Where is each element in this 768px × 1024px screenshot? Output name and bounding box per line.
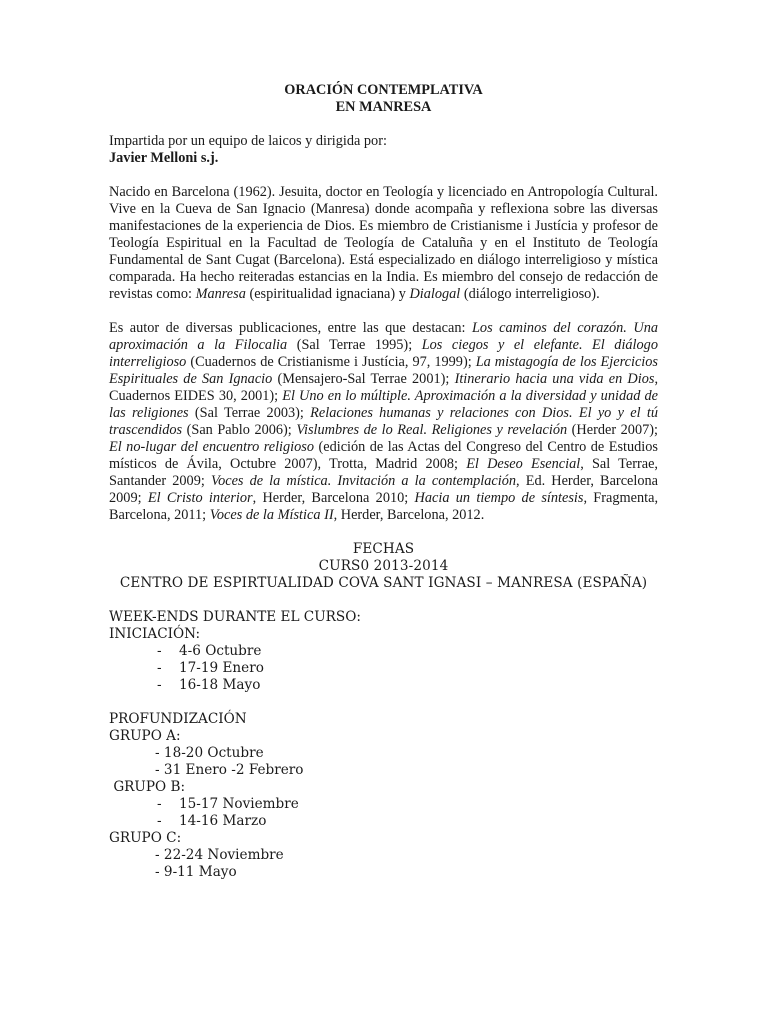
iniciacion-date-1: 4-6 Octubre bbox=[179, 643, 262, 659]
publication-title: El no-lugar del encuentro religioso bbox=[109, 439, 314, 455]
list-item bbox=[109, 643, 658, 660]
dates-heading: FECHAS bbox=[352, 541, 415, 557]
course-year: CURS0 2013-2014 bbox=[318, 558, 449, 574]
publication-text: (San Pablo 2006); bbox=[182, 422, 297, 438]
publication-text: (Sal Terrae 1995); bbox=[287, 337, 422, 353]
publication-title: El Uno en lo múltiple. Aproximación a la diversidad y unidad de las religiones bbox=[109, 388, 658, 421]
profundizacion-label: PROFUNDIZACIÓN bbox=[109, 711, 247, 727]
list-dash: - bbox=[157, 813, 162, 829]
list-dash: - bbox=[157, 643, 162, 659]
grupo-b-label: GRUPO B: bbox=[109, 779, 186, 795]
grupo-a-date-2: - 31 Enero -2 Febrero bbox=[155, 762, 304, 778]
publication-title: Relaciones humanas y relaciones con Dios. El yo y el tú trascendidos bbox=[109, 405, 658, 438]
grupo-b-date-1: 15-17 Noviembre bbox=[179, 796, 299, 812]
publication-text: Es autor de diversas publicaciones, entre las que destacan: bbox=[109, 320, 472, 336]
grupo-a-label: GRUPO A: bbox=[109, 728, 181, 744]
grupo-c-date-2: - 9-11 Mayo bbox=[155, 864, 237, 880]
publication-title: Voces de la Mística II bbox=[209, 507, 334, 523]
publication-title: Los caminos del corazón. Una aproximación a la Filocalia bbox=[109, 320, 659, 353]
publication-text: , Sal Terrae, Santander 2009; bbox=[109, 456, 658, 489]
publication-text: , Cuadernos EIDES 30, 2001); bbox=[109, 371, 659, 404]
publication-text: (Cuadernos de Cristianisme i Justícia, 97, 1999); bbox=[186, 354, 476, 370]
publication-title: El Deseo Esencial bbox=[466, 456, 581, 472]
weekends-heading: WEEK-ENDS DURANTE EL CURSO: bbox=[109, 609, 361, 625]
publication-title: Voces de la mística. Invitación a la contemplación bbox=[210, 473, 517, 489]
document-title-line-1: ORACIÓN CONTEMPLATIVA bbox=[284, 82, 483, 98]
publication-title: Hacia un tiempo de síntesis bbox=[414, 490, 584, 506]
center-name: CENTRO DE ESPIRTUALIDAD COVA SANT IGNASI – MANRESA (ESPAÑA) bbox=[119, 575, 648, 591]
publication-text: , Herder, Barcelona 2010; bbox=[252, 490, 415, 506]
publication-text: , Herder, Barcelona, 2012. bbox=[333, 507, 485, 523]
publication-title: Vislumbres de lo Real. Religiones y revelación bbox=[296, 422, 568, 438]
bio-text: Nacido en Barcelona (1962). Jesuita, doctor en Teología y licenciado en Antropología Cultural. Vive en la Cueva de San Ignacio (Manresa) donde acompaña y reflexiona sobre las diversas manifestaciones de la experiencia de Dios. Es miembro de Cristianisme i Justícia y profesor de Teología Espiritual en la Facultad de Teología de Cataluña y en el Instituto de Teología Fundamental de Sant Cugat (Barcelona). Está especializado en diálogo interreligioso y mística comparada. Ha hecho reiteradas estancias en la India. Es miembro del consejo de redacción de revistas como: bbox=[109, 184, 658, 302]
bio-mid: (espiritualidad ignaciana) y bbox=[245, 286, 410, 302]
list-dash: - bbox=[157, 677, 162, 693]
list-item bbox=[109, 677, 658, 694]
list-item bbox=[109, 762, 658, 779]
list-dash: - bbox=[157, 660, 162, 676]
publication-title: Itinerario hacia una vida en Dios bbox=[454, 371, 655, 387]
publication-text: (edición de las Actas del Congreso del Centro de Estudios místicos de Ávila, Octubre 2007), Trotta, Madrid 2008; bbox=[109, 439, 658, 472]
iniciacion-label: INICIACIÓN: bbox=[109, 626, 201, 642]
publication-text: (Mensajero-Sal Terrae 2001); bbox=[272, 371, 455, 387]
list-item bbox=[109, 796, 658, 813]
publication-text: , Fragmenta, Barcelona, 2011; bbox=[109, 490, 659, 523]
document-page bbox=[109, 82, 658, 881]
publication-title: Los ciegos y el elefante. El diálogo interreligioso bbox=[109, 337, 658, 370]
grupo-c-label: GRUPO C: bbox=[109, 830, 182, 846]
publication-title: El Cristo interior bbox=[147, 490, 253, 506]
grupo-b-date-2: 14-16 Marzo bbox=[179, 813, 267, 829]
bio-manresa: Manresa bbox=[195, 286, 246, 302]
iniciacion-date-2: 17-19 Enero bbox=[179, 660, 264, 676]
director-name: Javier Melloni s.j. bbox=[109, 150, 219, 166]
bio-dialogal: Dialogal bbox=[409, 286, 461, 302]
list-item bbox=[109, 745, 658, 762]
publication-text: (Sal Terrae 2003); bbox=[188, 405, 311, 421]
publication-text: , Ed. Herder, Barcelona 2009; bbox=[109, 473, 658, 506]
iniciacion-date-3: 16-18 Mayo bbox=[179, 677, 261, 693]
publication-text: (Herder 2007); bbox=[567, 422, 658, 438]
document-title-line-2: EN MANRESA bbox=[335, 99, 432, 115]
list-item bbox=[109, 660, 658, 677]
list-dash: - bbox=[157, 796, 162, 812]
grupo-c-date-1: - 22-24 Noviembre bbox=[155, 847, 284, 863]
bio-end: (diálogo interreligioso). bbox=[460, 286, 600, 302]
publications-paragraph bbox=[109, 320, 658, 524]
intro-line: Impartida por un equipo de laicos y dirigida por: bbox=[109, 133, 387, 149]
bio-paragraph bbox=[109, 184, 658, 303]
list-item bbox=[109, 864, 658, 881]
publication-title: La mistagogía de los Ejercicios Espirituales de San Ignacio bbox=[109, 354, 658, 387]
grupo-a-date-1: - 18-20 Octubre bbox=[155, 745, 264, 761]
list-item bbox=[109, 813, 658, 830]
list-item bbox=[109, 847, 658, 864]
